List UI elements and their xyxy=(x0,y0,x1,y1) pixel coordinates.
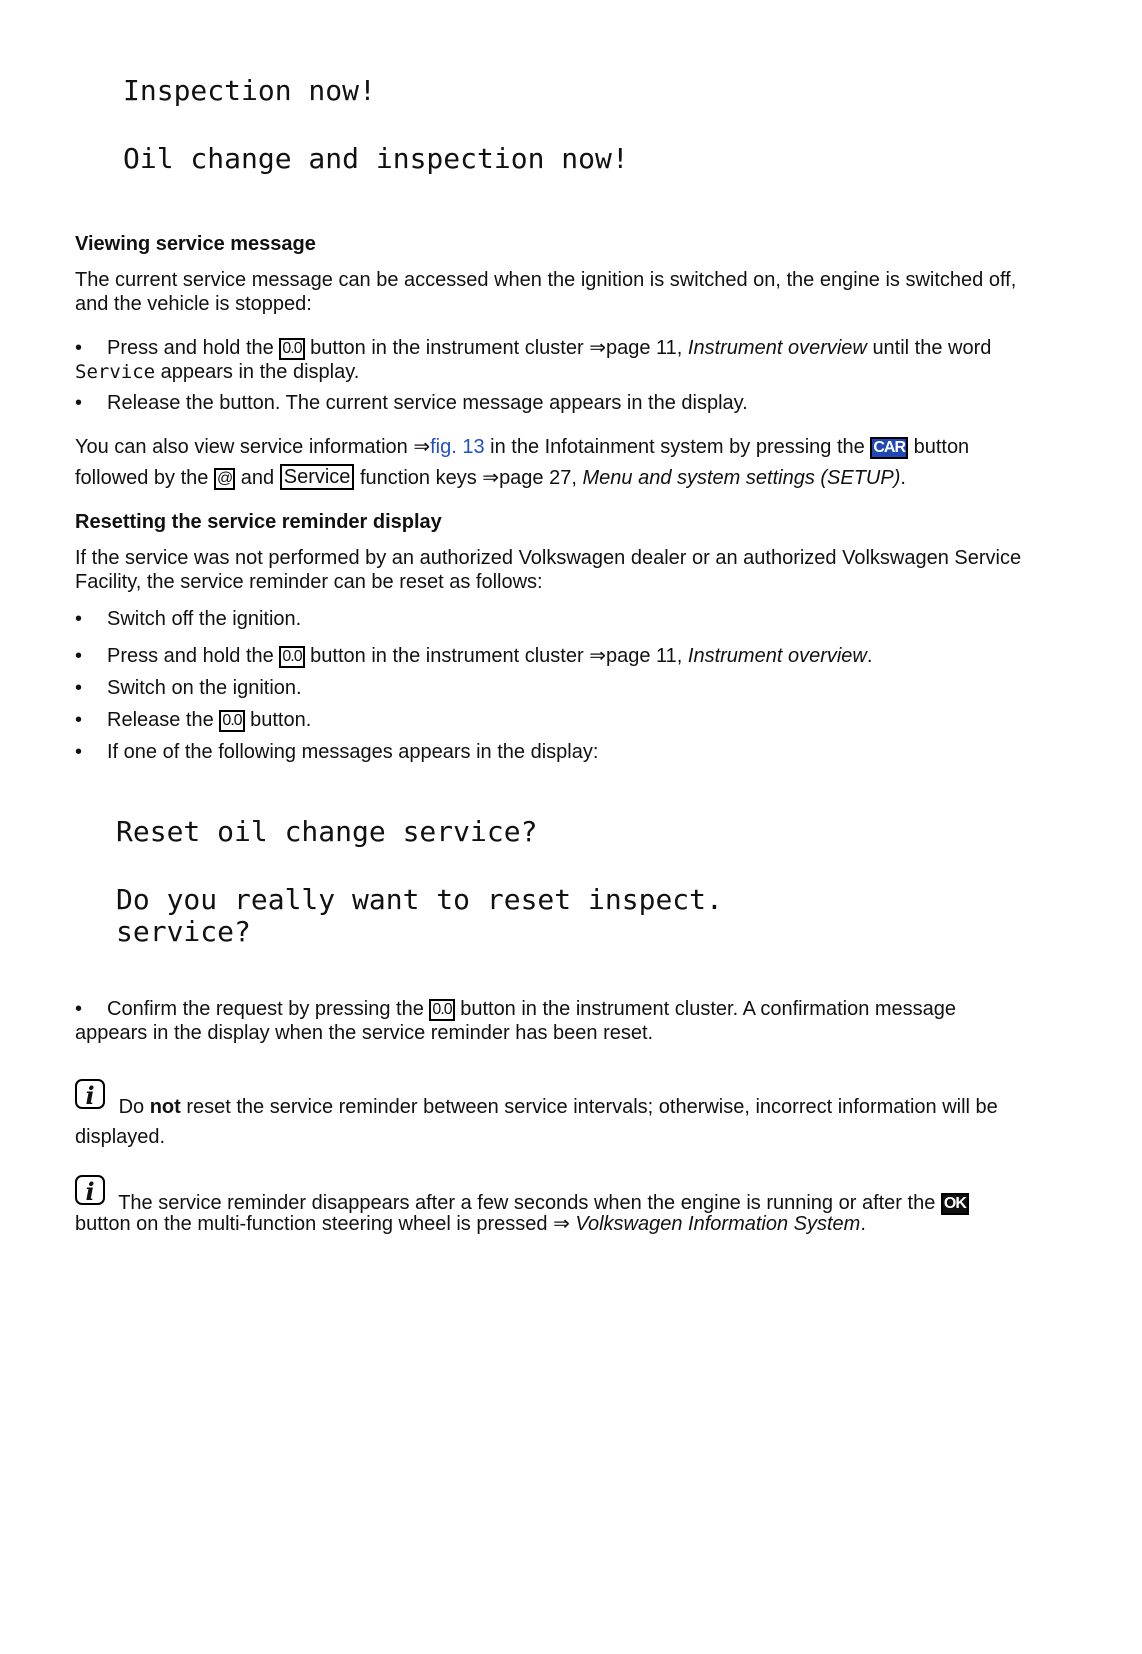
list-item: • Release the button. The current service message appears in the display. xyxy=(75,391,1037,415)
note: i The service reminder disappears after a few seconds when the engine is running or after the OK button on the multi-function steering wheel is pressed ⇒ Volkswagen Information System. xyxy=(75,1175,1035,1241)
list-item: • Switch on the ignition. xyxy=(75,676,1037,700)
page-link[interactable]: page 11, xyxy=(605,337,683,359)
page-link[interactable]: page 27, xyxy=(499,467,577,489)
display-message: Inspection now! xyxy=(123,74,376,107)
list-item: • Press and hold the 0.0 button in the instrument cluster ⇒page 11, Instrument overview. xyxy=(75,644,1037,668)
page-link[interactable]: page 11, xyxy=(605,645,683,667)
key-0.0-icon: 0.0 xyxy=(429,999,454,1021)
info-icon: i xyxy=(75,1079,105,1109)
ok-key-icon: OK xyxy=(941,1193,969,1215)
car-key-icon: CAR xyxy=(870,437,908,459)
display-message: service? xyxy=(116,915,251,948)
list-item: • Release the 0.0 button. xyxy=(75,708,1037,732)
display-message: Reset oil change service? xyxy=(116,815,538,848)
list-item: • Confirm the request by pressing the 0.0 button in the instrument cluster. A confirmation message appears in the display when the service reminder has been reset. xyxy=(75,997,1005,1045)
list-item: • If one of the following messages appears in the display: xyxy=(75,740,1037,764)
paragraph: The current service message can be accessed when the ignition is switched on, the engine is switched off, and the vehicle is stopped: xyxy=(75,269,1017,315)
service-settings-key-icon: @ xyxy=(214,468,235,490)
reference-link[interactable]: Volkswagen Information System xyxy=(575,1213,861,1235)
display-message: Oil change and inspection now! xyxy=(123,142,629,175)
note: i Do not reset the service reminder between service intervals; otherwise, incorrect information will be displayed. xyxy=(75,1081,998,1148)
key-0.0-icon: 0.0 xyxy=(219,710,244,732)
list-item: • Press and hold the 0.0 button in the instrument cluster ⇒page 11, Instrument overview until the word Service appears in the display. xyxy=(75,336,1005,384)
section-heading: Viewing service message xyxy=(75,233,316,255)
section-heading: Resetting the service reminder display xyxy=(75,511,442,533)
paragraph: You can also view service information ⇒fig. 13 in the Infotainment system by pressing the CAR button followed by the @ and Service function keys ⇒page 27, Menu and system settings (SETUP). xyxy=(75,436,970,489)
info-icon: i xyxy=(75,1175,105,1205)
service-key-icon: Service xyxy=(280,464,355,490)
key-0.0-icon: 0.0 xyxy=(279,646,304,668)
display-message: Do you really want to reset inspect. xyxy=(116,883,723,916)
fig-link[interactable]: fig. 13 xyxy=(430,436,485,458)
paragraph: If the service was not performed by an authorized Volkswagen dealer or an authorized Volkswagen Service Facility, the service reminder can be reset as follows: xyxy=(75,547,1022,593)
list-item: • Switch off the ignition. xyxy=(75,607,1037,631)
key-0.0-icon: 0.0 xyxy=(279,338,304,360)
